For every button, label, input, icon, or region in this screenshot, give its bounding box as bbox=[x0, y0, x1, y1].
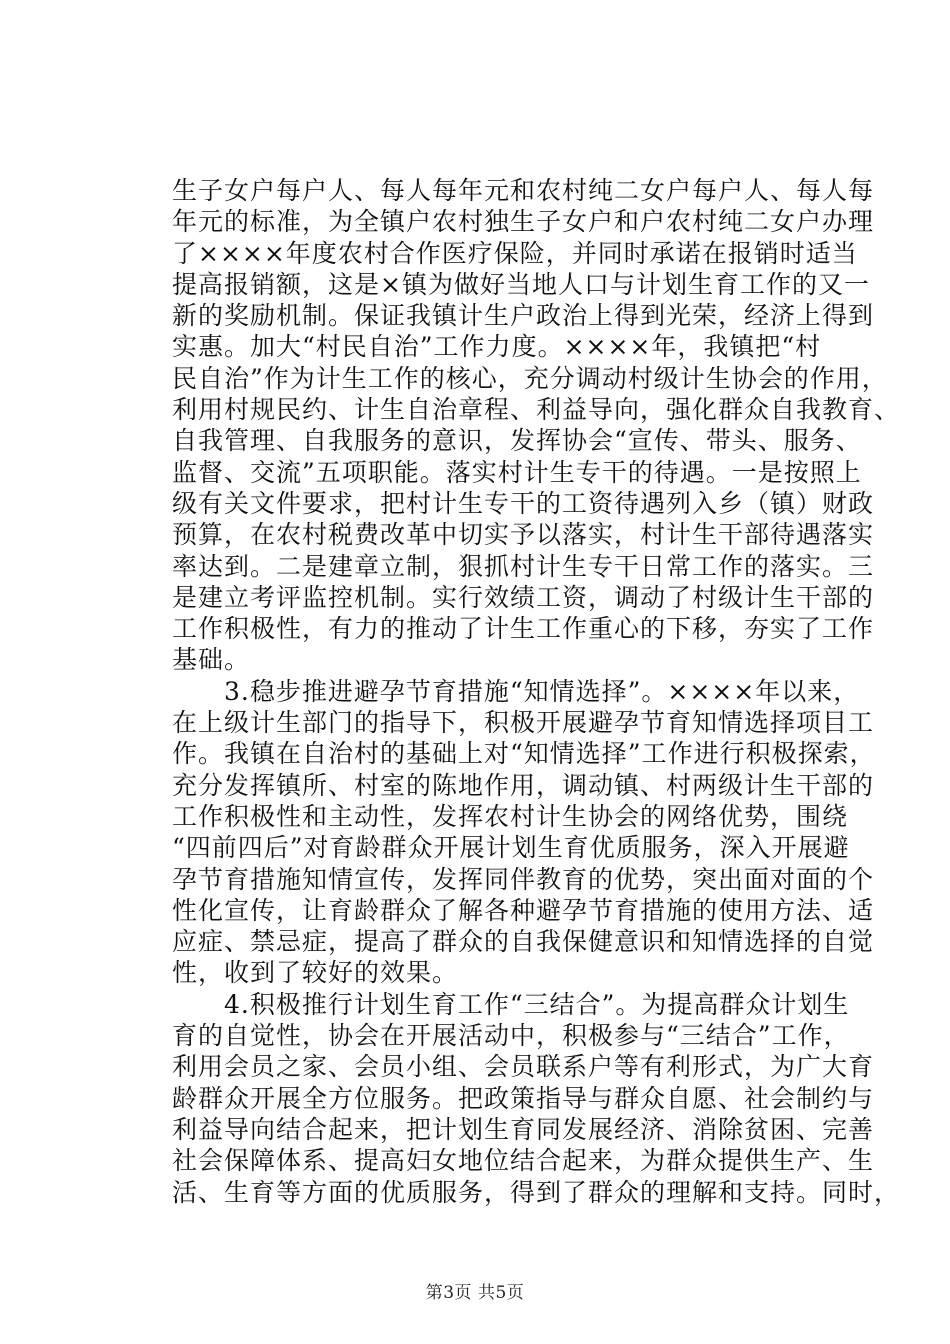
text-line: 性化宣传，让育龄群众了解各种避孕节育措施的使用方法、适 bbox=[172, 895, 875, 925]
text-line: 工作积极性，有力的推动了计生工作重心的下移，夯实了工作 bbox=[172, 614, 875, 644]
text-line: 自我管理、自我服务的意识，发挥协会“宣传、带头、服务、 bbox=[172, 426, 862, 456]
text-line: 工作积极性和主动性，发挥农村计生协会的网络优势，围绕 bbox=[172, 801, 849, 831]
text-line: 利用村规民约、计生自治章程、利益导向，强化群众自我教育、 bbox=[172, 395, 901, 425]
text-line: 生子女户每户人、每人每年元和农村纯二女户每户人、每人每 bbox=[172, 176, 875, 205]
text-line: 基础。 bbox=[172, 645, 251, 675]
document-body bbox=[172, 175, 901, 1208]
text-line: 作。我镇在自治村的基础上对“知情选择”工作进行积极探索， bbox=[172, 739, 876, 769]
text-line: 级有关文件要求，把村计生专干的工资待遇列入乡（镇）财政 bbox=[172, 488, 875, 518]
text-line: 是建立考评监控机制。实行效绩工资，调动了村级计生干部的 bbox=[172, 582, 875, 612]
text-line: 在上级计生部门的指导下，积极开展避孕节育知情选择项目工 bbox=[172, 708, 875, 738]
text-line: 性，收到了较好的效果。 bbox=[172, 958, 459, 988]
text-line: 民自治”作为计生工作的核心，充分调动村级计生协会的作用， bbox=[172, 363, 888, 393]
text-line: 提高报销额，这是×镇为做好当地人口与计划生育工作的又一 bbox=[172, 269, 870, 299]
text-line: 新的奖励机制。保证我镇计生户政治上得到光荣，经济上得到 bbox=[172, 301, 875, 331]
text-line: 3.稳步推进避孕节育措施“知情选择”。××××年以来， bbox=[224, 676, 860, 706]
text-line: 监督、交流”五项职能。落实村计生专干的待遇。一是按照上 bbox=[172, 457, 862, 487]
text-line: 龄群众开展全方位服务。把政策指导与群众自愿、社会制约与 bbox=[172, 1083, 875, 1113]
text-line: 育的自觉性，协会在开展活动中，积极参与“三结合”工作， bbox=[172, 1021, 850, 1051]
text-line: 充分发挥镇所、村室的陈地作用，调动镇、村两级计生干部的 bbox=[172, 770, 875, 800]
text-line: 应症、禁忌症，提高了群众的自我保健意识和知情选择的自觉 bbox=[172, 927, 875, 957]
text-line: 社会保障体系、提高妇女地位结合起来，为群众提供生产、生 bbox=[172, 1146, 875, 1176]
page-number-footer: 第3页 共5页 bbox=[425, 1283, 525, 1303]
text-line: 活、生育等方面的优质服务，得到了群众的理解和支持。同时， bbox=[172, 1177, 901, 1207]
text-line: 利益导向结合起来，把计划生育同发展经济、消除贫困、完善 bbox=[172, 1114, 875, 1144]
text-line: 了××××年度农村合作医疗保险，并同时承诺在报销时适当 bbox=[172, 238, 858, 268]
text-line: 实惠。加大“村民自治”工作力度。××××年，我镇把“村 bbox=[172, 332, 822, 362]
text-line: 孕节育措施知情宣传，发挥同伴教育的优势，突出面对面的个 bbox=[172, 864, 875, 894]
text-line: 预算，在农村税费改革中切实予以落实，村计生干部待遇落实 bbox=[172, 520, 875, 550]
text-line: 年元的标准，为全镇户农村独生子女户和户农村纯二女户办理 bbox=[172, 207, 875, 237]
text-line: 4.积极推行计划生育工作“三结合”。为提高群众计划生 bbox=[224, 989, 850, 1019]
text-line: 利用会员之家、会员小组、会员联系户等有利形式，为广大育 bbox=[172, 1052, 875, 1082]
text-line: 率达到。二是建章立制，狠抓村计生专干日常工作的落实。三 bbox=[172, 551, 875, 581]
text-line: “四前四后”对育龄群众开展计划生育优质服务，深入开展避 bbox=[172, 833, 850, 863]
